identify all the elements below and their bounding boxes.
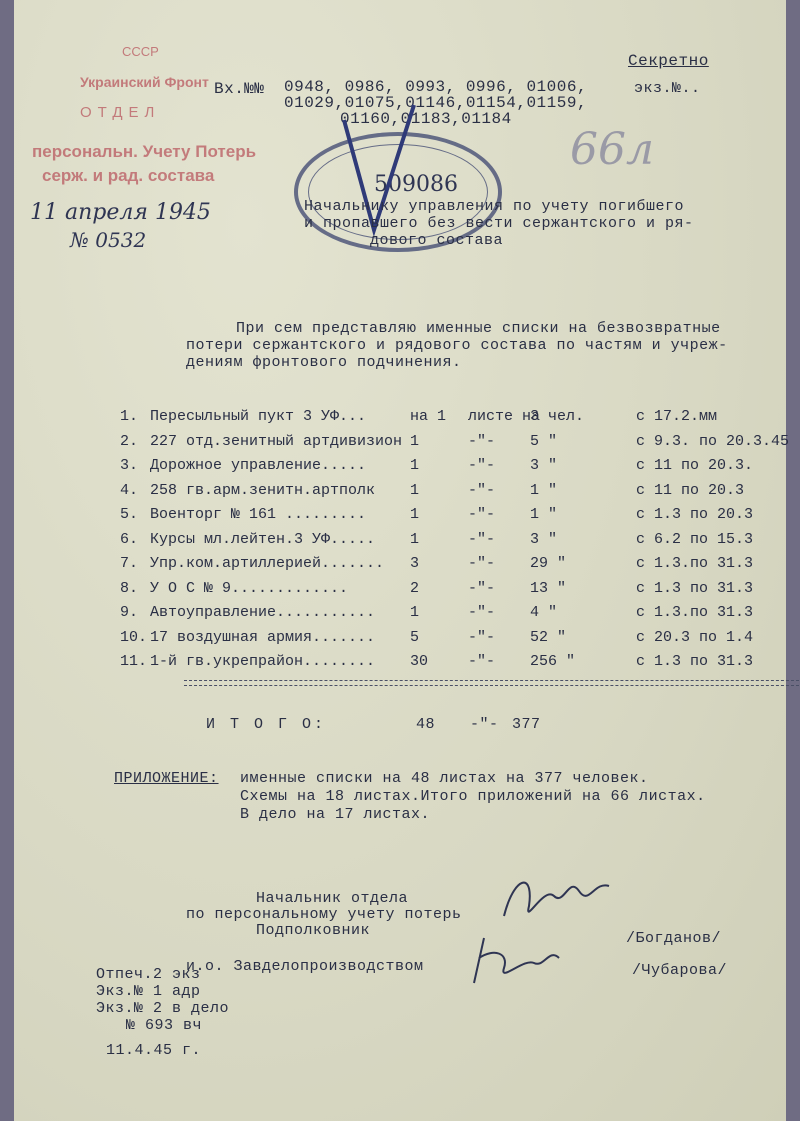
- item-people: 1 ": [530, 506, 558, 523]
- list-item: [120, 604, 800, 628]
- signature-title-4: и.о. Завделопроизводством: [186, 958, 424, 975]
- body-line-2: потери сержантского и рядового состава по частям и учреж-: [186, 337, 728, 354]
- list-item: [120, 555, 800, 579]
- item-sheets: на 1: [410, 408, 447, 425]
- item-people: 3 ": [530, 457, 558, 474]
- item-people: 4 ": [530, 604, 558, 621]
- item-period: с 9.3. по 20.3.45: [636, 432, 790, 450]
- item-ditto: -"-: [468, 628, 496, 646]
- secret-mark: Секретно: [628, 52, 709, 70]
- list-item: [120, 653, 800, 677]
- total-people: 377: [512, 716, 541, 733]
- item-ditto: -"-: [468, 457, 496, 474]
- item-period: с 1.3.по 31.3: [636, 604, 754, 621]
- item-unit: 1-й гв.укрепрайон........: [150, 653, 376, 670]
- pencil-page-count: 66л: [570, 124, 655, 175]
- item-ditto: -"-: [468, 432, 496, 450]
- item-people: 3 ": [530, 530, 558, 548]
- item-unit: У О С № 9.............: [150, 579, 349, 597]
- item-people: 13 ": [530, 579, 567, 597]
- item-people: 29 ": [530, 555, 567, 572]
- addressee-line-3: дового состава: [370, 232, 504, 249]
- item-sheets: 5: [410, 628, 420, 646]
- appendix-line-3: В дело на 17 листах.: [240, 806, 431, 823]
- addressee-line-1: Начальнику управления по учету погибшего: [304, 198, 685, 215]
- stamp-number: № 0532: [70, 228, 147, 252]
- item-unit: Дорожное управление.....: [150, 457, 367, 474]
- item-number: 7.: [120, 555, 139, 572]
- item-number: 3.: [120, 457, 139, 474]
- signature-title-1: Начальник отдела: [256, 890, 409, 907]
- item-period: с 20.3 по 1.4: [636, 628, 754, 646]
- item-number: 4.: [120, 481, 139, 499]
- item-people: 256 ": [530, 653, 576, 670]
- list-item: [120, 457, 800, 481]
- list-item: [120, 408, 800, 432]
- item-unit: Упр.ком.артиллерией.......: [150, 555, 385, 572]
- item-period: с 17.2.мм: [636, 408, 718, 425]
- item-sheets: 2: [410, 579, 420, 597]
- signature-title-3: Подполковник: [256, 922, 371, 939]
- stamp-department-sub: серж. и рад. состава: [42, 166, 215, 185]
- incoming-numbers-1: 0948, 0986, 0993, 0996, 01006,: [284, 78, 588, 96]
- item-people: 5 ": [530, 432, 558, 450]
- item-sheets: 3: [410, 555, 420, 572]
- item-sheets: 1: [410, 432, 420, 450]
- item-number: 10.: [120, 628, 148, 646]
- stamp-department: ОТДЕЛ: [80, 104, 161, 121]
- item-people: 3 чел.: [530, 408, 585, 425]
- incoming-numbers-3: 01160,01183,01184: [340, 110, 512, 128]
- list-item: [120, 531, 800, 555]
- item-period: с 11 по 20.3.: [636, 457, 754, 474]
- item-sheets: 1: [410, 457, 420, 474]
- handwritten-signature-1: [494, 866, 614, 936]
- item-period: с 1.3 по 20.3: [636, 506, 754, 523]
- item-number: 5.: [120, 506, 139, 523]
- total-separator: [184, 680, 800, 686]
- document-page: [14, 0, 790, 1121]
- item-ditto: -"-: [468, 653, 496, 670]
- handwritten-signature-2: [464, 928, 574, 988]
- item-ditto: -"-: [468, 579, 496, 597]
- item-people: 52 ": [530, 628, 567, 646]
- item-unit: Пересыльный пукт 3 УФ...: [150, 408, 367, 425]
- item-sheets: 1: [410, 530, 420, 548]
- signatory-name-2: /Чубарова/: [632, 962, 728, 979]
- item-ditto: листе на: [468, 408, 541, 425]
- footer-line-4: № 693 вч: [126, 1017, 203, 1034]
- footer-line-3: Экз.№ 2 в дело: [96, 1000, 230, 1017]
- round-stamp-number: 509086: [374, 172, 458, 197]
- incoming-label: Вх.№№: [214, 80, 265, 98]
- item-ditto: -"-: [468, 530, 496, 548]
- item-number: 2.: [120, 432, 139, 450]
- item-ditto: -"-: [468, 555, 496, 572]
- item-period: с 6.2 по 15.3: [636, 530, 754, 548]
- item-period: с 1.3 по 31.3: [636, 579, 754, 597]
- total-label: И Т О Г О:: [206, 716, 327, 733]
- item-ditto: -"-: [468, 604, 496, 621]
- appendix-label: ПРИЛОЖЕНИЕ:: [114, 770, 219, 787]
- copy-number: экз.№..: [634, 80, 701, 97]
- item-unit: Автоуправление...........: [150, 604, 376, 621]
- item-sheets: 1: [410, 481, 420, 499]
- item-unit: Военторг № 161 .........: [150, 506, 367, 523]
- item-sheets: 1: [410, 604, 420, 621]
- item-unit: Курсы мл.лейтен.3 УФ.....: [150, 530, 376, 548]
- item-period: с 11 по 20.3: [636, 481, 745, 499]
- list-item: [120, 433, 800, 457]
- appendix-line-1: именные списки на 48 листах на 377 человек.: [240, 770, 649, 787]
- list-item: [120, 506, 800, 530]
- signatory-name-1: /Богданов/: [626, 930, 722, 947]
- item-ditto: -"-: [468, 481, 496, 499]
- appendix-line-2: Схемы на 18 листах.Итого приложений на 66 листах.: [240, 788, 706, 805]
- addressee-line-2: и пропавшего без вести сержантского и ря-: [304, 215, 694, 232]
- body-line-1: При сем представляю именные списки на безвозвратные: [236, 320, 721, 337]
- stamp-front: Украинский Фронт: [80, 74, 209, 90]
- item-period: с 1.3.по 31.3: [636, 555, 754, 572]
- item-unit: 258 гв.арм.зенитн.артполк: [150, 481, 376, 499]
- item-number: 1.: [120, 408, 139, 425]
- item-number: 9.: [120, 604, 139, 621]
- footer-date: 11.4.45 г.: [106, 1042, 202, 1059]
- item-sheets: 30: [410, 653, 429, 670]
- incoming-numbers-2: 01029,01075,01146,01154,01159,: [284, 94, 588, 112]
- item-number: 11.: [120, 653, 148, 670]
- stamp-department-name: персональн. Учету Потерь: [32, 142, 257, 161]
- item-number: 8.: [120, 579, 139, 597]
- item-sheets: 1: [410, 506, 420, 523]
- total-sheets: 48: [416, 716, 436, 733]
- item-number: 6.: [120, 530, 139, 548]
- stamp-date: 11 апреля 1945: [30, 200, 211, 225]
- item-unit: 227 отд.зенитный артдивизион: [150, 432, 403, 450]
- footer-line-2: Экз.№ 1 адр: [96, 983, 201, 1000]
- list-item: [120, 629, 800, 653]
- total-ditto: -"-: [470, 716, 499, 733]
- stamp-ussr: СССР: [122, 44, 159, 59]
- footer-line-1: Отпеч.2 экз: [96, 966, 201, 983]
- item-ditto: -"-: [468, 506, 496, 523]
- list-item: [120, 580, 800, 604]
- body-line-3: дениям фронтового подчинения.: [186, 354, 462, 371]
- list-item: [120, 482, 800, 506]
- item-unit: 17 воздушная армия.......: [150, 628, 376, 646]
- item-people: 1 ": [530, 481, 558, 499]
- item-period: с 1.3 по 31.3: [636, 653, 754, 670]
- signature-title-2: по персональному учету потерь: [186, 906, 462, 923]
